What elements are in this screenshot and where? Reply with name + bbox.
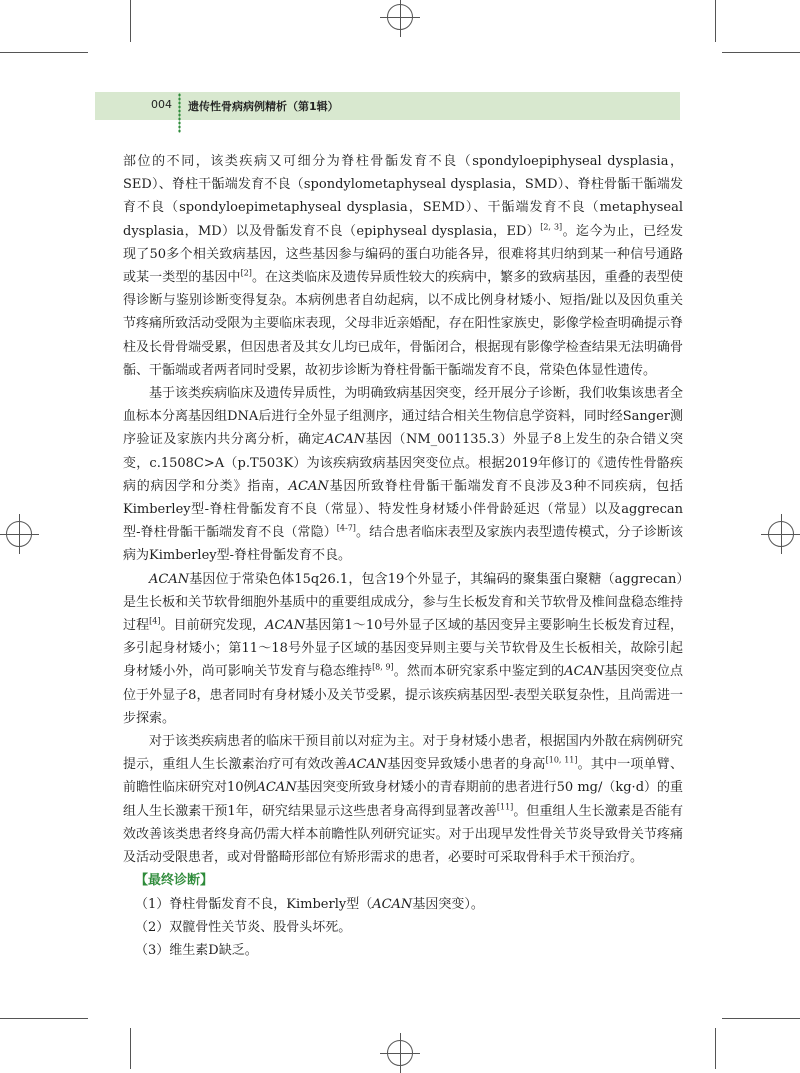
citation: [8, 9] <box>372 663 394 673</box>
crop-mark <box>0 52 88 53</box>
gene-name: ACAN <box>564 664 605 680</box>
body-text <box>123 150 683 962</box>
gene-name: ACAN <box>347 757 388 773</box>
paragraph <box>123 382 683 568</box>
diagnosis-item <box>135 916 683 939</box>
registration-mark-icon <box>6 521 32 547</box>
header-divider <box>178 93 181 133</box>
gene-name: ACAN <box>149 571 190 587</box>
text-run: 基因变异致矮小患者的身高 <box>387 757 546 773</box>
text-run: 基因突变位点位于外显子8，患者同时有身材矮小及关节受累，提示该疾病基因型-表型关联复杂性，且尚需进一步探索。 <box>123 664 683 726</box>
citation: [4] <box>149 616 161 626</box>
paragraph <box>123 150 683 382</box>
registration-mark-icon <box>387 4 413 30</box>
paragraph <box>123 568 683 730</box>
text-run: 基因位于常染色体15q26.1，包含19个外显子，其编码的聚集蛋白聚糖（aggrecan）是生长板和关节软骨细胞外基质中的重要组成成分，参与生长板发育和关节软骨及椎间盘稳态维持过程 <box>123 571 683 634</box>
text-run: 。然而本研究家系中鉴定到的 <box>393 664 565 680</box>
text-run: 基因所致脊柱骨骺干骺端发育不良涉及3种不同疾病，包括Kimberley型-脊柱骨骺发育不良（常显）、特发性身材矮小伴骨龄延迟（常显）以及aggrecan型-脊柱骨骺干骺端发育不良（常隐） <box>123 478 683 541</box>
gene-name: ACAN <box>256 780 297 796</box>
gene-name: ACAN <box>325 432 366 448</box>
text-run: 基因第1～10号外显子区域的基因变异主要影响生长板发育过程，多引起身材矮小；第11～18号外显子区域的基因变异则主要与关节软骨及生长板相关，故除引起身材矮小外，尚可影响关节发育与稳态维持 <box>123 618 683 680</box>
text-run: 。迄今为止，已经发现了50多个相关致病基因，这些基因参与编码的蛋白功能各异，很难将其归纳到某一种信号通路或某一类型的基因中 <box>123 223 683 286</box>
citation: [2, 3] <box>540 222 563 232</box>
gene-name: ACAN <box>265 618 306 634</box>
crop-mark <box>722 52 800 53</box>
citation: [2] <box>240 268 252 278</box>
text-run: 部位的不同，该类疾病又可细分为脊柱骨骺发育不良（spondyloepiphyseal dysplasia，SED）、脊柱干骺端发育不良（spondylometaphyseal dysplasia，SMD）、脊柱骨骺干骺端发育不良（spondyloepimetaphyseal dysplasia，SEMD）、干骺端发育不良（metaphyseal dysplasia，MD）以及骨骺发育不良（epiphyseal dysplasia，ED） <box>123 154 683 239</box>
text-run: 。其中一项单臂、前瞻性临床研究对10例 <box>123 757 683 796</box>
registration-mark-icon <box>768 521 794 547</box>
citation: [10, 11] <box>545 755 578 765</box>
crop-mark <box>0 1018 88 1019</box>
crop-mark <box>722 1018 800 1019</box>
final-diagnosis-heading: 【最终诊断】 <box>135 873 214 889</box>
gene-name: ACAN <box>288 478 329 494</box>
text-run: 基因突变所致身材矮小的青春期前的患者进行50 mg/（kg·d）的重组人生长激素干预1年，研究结果显示这些患者身高得到显著改善 <box>123 780 684 819</box>
paragraph <box>123 730 683 869</box>
text-run: 。但重组人生长激素是否能有效改善该类患者终身高仍需大样本前瞻性队列研究证实。对于出现早发性骨关节炎导致骨关节疼痛及活动受限患者，或对骨骼畸形部位有矫形需求的患者，必要时可采取骨科手术干预治疗。 <box>123 803 683 866</box>
citation: [4-7] <box>336 523 356 533</box>
crop-mark <box>715 1028 716 1069</box>
text-run: 基于该类疾病临床及遗传异质性，为明确致病基因突变，经开展分子诊断，我们收集该患者全血标本分离基因组DNA后进行全外显子组测序，通过结合相关生物信息学资料，同时经Sanger测序验证及家族内共分离分析，确定 <box>123 386 683 448</box>
text-run: 。结合患者临床表型及家族内表型遗传模式，分子诊断该病为Kimberley型-脊柱骨骺发育不良。 <box>123 525 683 564</box>
text-run: 。目前研究发现， <box>160 618 266 634</box>
gene-name: ACAN <box>372 896 413 912</box>
text-run: （2）双髋骨性关节炎、股骨头坏死。 <box>135 919 352 935</box>
page-number: 004 <box>151 98 172 111</box>
diagnosis-item <box>135 939 683 962</box>
crop-mark <box>130 1028 131 1069</box>
crop-mark <box>715 0 716 42</box>
crop-mark <box>130 0 131 42</box>
citation: [11] <box>496 802 514 812</box>
text-run: 基因突变）。 <box>412 896 484 912</box>
text-run: 对于该类疾病患者的临床干预目前以对症为主。对于身材矮小患者，根据国内外散在病例研究提示，重组人生长激素治疗可有效改善 <box>123 734 683 773</box>
text-run: （3）维生素D缺乏。 <box>135 942 258 958</box>
text-run: （1）脊柱骨骺发育不良，Kimberly型（ <box>135 896 373 912</box>
registration-mark-icon <box>387 1040 413 1066</box>
running-title: 遗传性骨病病例精析（第1辑） <box>188 100 339 113</box>
diagnosis-item <box>135 893 683 916</box>
text-run: 。在这类临床及遗传异质性较大的疾病中，繁多的致病基因，重叠的表型使得诊断与鉴别诊断变得复杂。本病例患者自幼起病，以不成比例身材矮小、短指/趾以及因负重关节疼痛所致活动受限为主要临床表现，父母非近亲婚配，存在阳性家族史，影像学检查明确提示脊柱及长骨骨端受累，但因患者及其女儿均已成年，骨骺闭合，根据现有影像学检查结果无法明确骨骺、干骺端或者两者同时受累，故初步诊断为脊柱骨骺干骺端发育不良，常染色体显性遗传。 <box>123 270 683 378</box>
header-band <box>95 92 680 120</box>
text-run: 基因（NM_001135.3）外显子8上发生的杂合错义突变，c.1508C>A（p.T503K）为该疾病致病基因突变位点。根据2019年修订的《遗传性骨骼疾病的病因学和分类》指南， <box>123 432 683 494</box>
